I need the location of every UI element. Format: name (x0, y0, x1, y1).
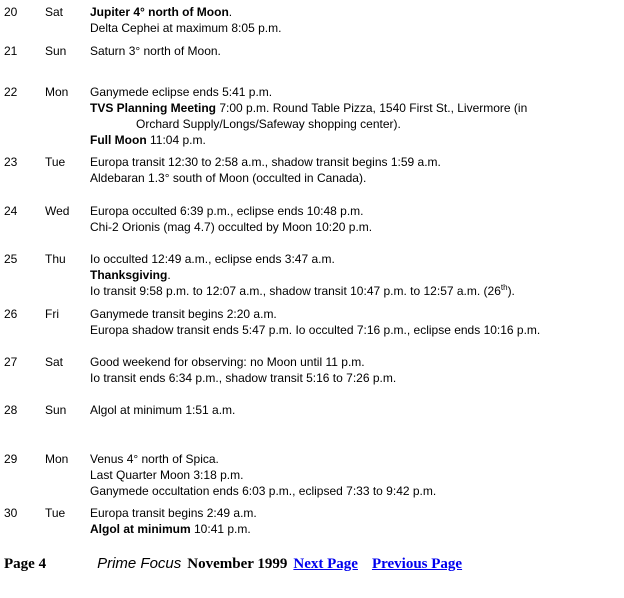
day-number: 24 (4, 204, 18, 218)
day-number: 20 (4, 5, 18, 19)
event-highlight: Full Moon (90, 133, 147, 147)
day-of-week: Tue (45, 155, 66, 169)
event-line (90, 4, 610, 20)
event-list (90, 306, 610, 338)
event-line (90, 483, 610, 499)
event-list (90, 84, 610, 148)
event-text: Good weekend for observing: no Moon until 11 p.m. (90, 355, 365, 369)
event-line (90, 132, 610, 148)
event-text: Last Quarter Moon 3:18 p.m. (90, 468, 244, 482)
footer (4, 554, 620, 574)
day-of-week: Mon (45, 452, 69, 466)
event-text: Europa shadow transit ends 5:47 p.m. Io occulted 7:16 p.m., eclipse ends 10:16 p.m. (90, 323, 541, 337)
event-list (90, 154, 610, 186)
event-text: Orchard Supply/Longs/Safeway shopping center). (136, 117, 401, 131)
day-number: 27 (4, 355, 18, 369)
day-number: 29 (4, 452, 18, 466)
day-number: 25 (4, 252, 18, 266)
event-line (90, 100, 610, 116)
event-line (90, 267, 610, 283)
event-line (90, 521, 610, 537)
event-line (90, 203, 610, 219)
event-line (90, 402, 610, 418)
day-of-week: Sun (45, 403, 67, 417)
event-list (90, 4, 610, 36)
event-text: Io transit ends 6:34 p.m., shadow transit 5:16 to 7:26 p.m. (90, 371, 397, 385)
event-line (90, 354, 610, 370)
event-text: Aldebaran 1.3° south of Moon (occulted in Canada). (90, 171, 367, 185)
previous-page-link[interactable]: Previous Page (371, 556, 463, 572)
day-number: 30 (4, 506, 18, 520)
event-line (90, 370, 610, 386)
event-line (90, 322, 610, 338)
event-text: Io occulted 12:49 a.m., eclipse ends 3:47 a.m. (90, 252, 335, 266)
day-number: 22 (4, 85, 18, 99)
event-line (90, 154, 610, 170)
event-line (90, 467, 610, 483)
event-highlight: Thanksgiving (90, 268, 168, 282)
issue-month: November 1999 (187, 556, 288, 572)
event-text: Chi-2 Orionis (mag 4.7) occulted by Moon 10:20 p.m. (90, 220, 373, 234)
event-line (90, 43, 610, 59)
next-page-link[interactable]: Next Page (293, 556, 358, 572)
day-of-week: Wed (45, 204, 70, 218)
event-list (90, 354, 610, 386)
day-number: 26 (4, 307, 18, 321)
event-text: 7:00 p.m. Round Table Pizza, 1540 First St., Livermore (in (216, 101, 528, 115)
day-of-week: Sun (45, 44, 67, 58)
event-list (90, 251, 610, 299)
event-highlight: Algol at minimum (90, 522, 191, 536)
event-list (90, 505, 610, 537)
event-text: Algol at minimum 1:51 a.m. (90, 403, 236, 417)
event-text: Ganymede occultation ends 6:03 p.m., eclipsed 7:33 to 9:42 p.m. (90, 484, 437, 498)
page-number: Page 4 (4, 556, 47, 572)
event-text: Europa transit begins 2:49 a.m. (90, 506, 257, 520)
event-list (90, 203, 610, 235)
event-line (90, 306, 610, 322)
event-line (90, 505, 610, 521)
event-highlight: TVS Planning Meeting (90, 101, 217, 115)
day-of-week: Sat (45, 355, 64, 369)
event-line (90, 20, 610, 36)
event-highlight: Jupiter 4° north of Moon (90, 5, 229, 19)
day-number: 21 (4, 44, 18, 58)
event-line (90, 116, 610, 132)
event-line (90, 251, 610, 267)
publication-title: Prime Focus (97, 555, 182, 572)
event-line (90, 451, 610, 467)
day-of-week: Tue (45, 506, 66, 520)
event-text: . (228, 5, 233, 19)
event-text: 10:41 p.m. (190, 522, 251, 536)
event-list (90, 43, 610, 59)
day-of-week: Sat (45, 5, 64, 19)
event-line (90, 283, 610, 299)
event-text: 11:04 p.m. (146, 133, 206, 147)
event-line (90, 219, 610, 235)
event-text: Ganymede eclipse ends 5:41 p.m. (90, 85, 273, 99)
event-text: Europa occulted 6:39 p.m., eclipse ends 10:48 p.m. (90, 204, 364, 218)
day-of-week: Thu (45, 252, 66, 266)
event-text: th (500, 283, 508, 292)
event-list (90, 402, 610, 418)
event-text: Io transit 9:58 p.m. to 12:07 a.m., shadow transit 10:47 p.m. to 12:57 a.m. (26 (90, 284, 501, 298)
day-of-week: Fri (45, 307, 59, 321)
event-text: Venus 4° north of Spica. (90, 452, 219, 466)
event-text: Europa transit 12:30 to 2:58 a.m., shadow transit begins 1:59 a.m. (90, 155, 441, 169)
day-of-week: Mon (45, 85, 69, 99)
event-line (90, 84, 610, 100)
event-text: Delta Cephei at maximum 8:05 p.m. (90, 21, 282, 35)
event-text: ). (507, 284, 515, 298)
day-number: 28 (4, 403, 18, 417)
event-list (90, 451, 610, 499)
day-number: 23 (4, 155, 18, 169)
event-text: Ganymede transit begins 2:20 a.m. (90, 307, 277, 321)
event-text: . (167, 268, 171, 282)
event-text: Saturn 3° north of Moon. (90, 44, 221, 58)
event-line (90, 170, 610, 186)
